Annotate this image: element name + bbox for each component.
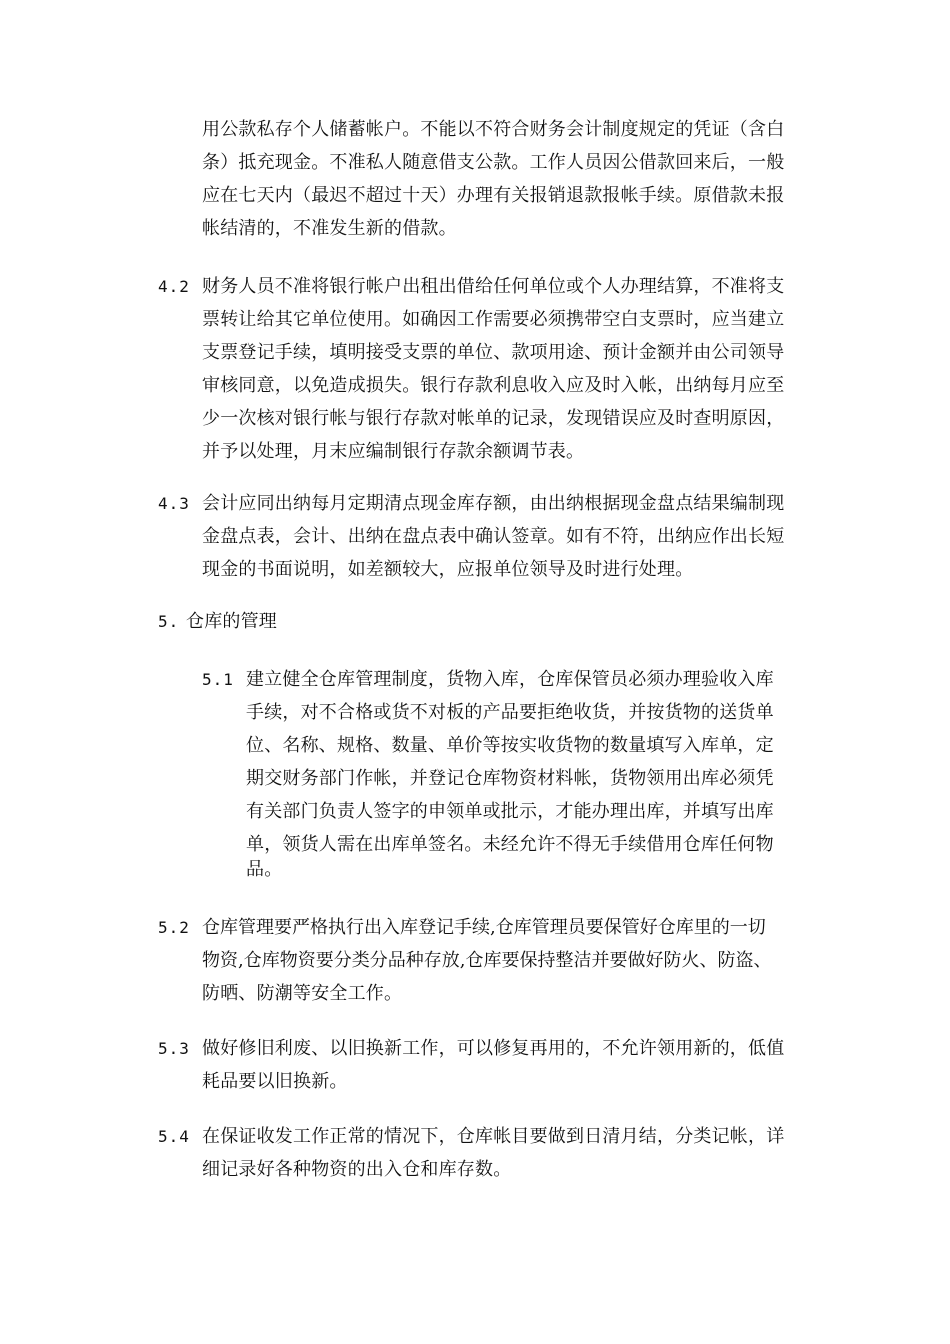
- paragraph-line: 并予以处理，月末应编制银行存款余额调节表。: [202, 441, 585, 462]
- paragraph-line: 会计应同出纳每月定期清点现金库存额，由出纳根据现金盘点结果编制现: [202, 493, 785, 514]
- paragraph-line: 物资,仓库物资要分类分品种存放,仓库要保持整洁并要做好防火、防盗、: [202, 950, 772, 971]
- section-heading: 仓库的管理: [186, 611, 277, 632]
- paragraph-line: 建立健全仓库管理制度，货物入库，仓库保管员必须办理验收入库: [246, 669, 774, 690]
- paragraph-line: 在保证收发工作正常的情况下，仓库帐目要做到日清月结，分类记帐，详: [202, 1126, 785, 1147]
- section-number: 5.2: [158, 918, 190, 937]
- section-number: 5.1: [202, 670, 234, 689]
- paragraph-line: 财务人员不准将银行帐户出租出借给任何单位或个人办理结算，不准将支: [202, 276, 785, 297]
- paragraph-line: 应在七天内（最迟不超过十天）办理有关报销退款报帐手续。原借款未报: [202, 185, 785, 206]
- paragraph-line: 票转让给其它单位使用。如确因工作需要必须携带空白支票时，应当建立: [202, 309, 785, 330]
- section-number: 5.3: [158, 1039, 190, 1058]
- paragraph-line: 支票登记手续，填明接受支票的单位、款项用途、预计金额并由公司领导: [202, 342, 785, 363]
- paragraph-line: 做好修旧利废、以旧换新工作，可以修复再用的，不允许领用新的，低值: [202, 1038, 785, 1059]
- paragraph-line: 少一次核对银行帐与银行存款对帐单的记录，发现错误应及时查明原因，: [202, 408, 785, 429]
- paragraph-line: 品。: [246, 859, 283, 880]
- section-number: 4.3: [158, 494, 190, 513]
- section-number: 4.2: [158, 277, 190, 296]
- paragraph-line: 防晒、防潮等安全工作。: [202, 983, 403, 1004]
- paragraph-line: 期交财务部门作帐，并登记仓库物资材料帐，货物领用出库必须凭: [246, 768, 774, 789]
- paragraph-line: 现金的书面说明，如差额较大，应报单位领导及时进行处理。: [202, 559, 694, 580]
- paragraph-line: 位、名称、规格、数量、单价等按实收货物的数量填写入库单，定: [246, 735, 774, 756]
- paragraph-line: 用公款私存个人储蓄帐户。不能以不符合财务会计制度规定的凭证（含白: [202, 119, 785, 140]
- paragraph-line: 有关部门负责人签字的申领单或批示，才能办理出库，并填写出库: [246, 801, 774, 822]
- paragraph-line: 细记录好各种物资的出入仓和库存数。: [202, 1159, 512, 1180]
- paragraph-line: 仓库管理要严格执行出入库登记手续,仓库管理员要保管好仓库里的一切: [202, 917, 766, 938]
- paragraph-line: 条）抵充现金。不准私人随意借支公款。工作人员因公借款回来后，一般: [202, 152, 785, 173]
- section-number: 5.: [158, 612, 180, 631]
- paragraph-line: 手续，对不合格或货不对板的产品要拒绝收货，并按货物的送货单: [246, 702, 774, 723]
- section-number: 5.4: [158, 1127, 190, 1146]
- paragraph-line: 金盘点表，会计、出纳在盘点表中确认签章。如有不符，出纳应作出长短: [202, 526, 785, 547]
- paragraph-line: 单，领货人需在出库单签名。未经允许不得无手续借用仓库任何物: [246, 834, 774, 855]
- paragraph-line: 耗品要以旧换新。: [202, 1071, 348, 1092]
- paragraph-line: 审核同意，以免造成损失。银行存款利息收入应及时入帐，出纳每月应至: [202, 375, 785, 396]
- paragraph-line: 帐结清的，不准发生新的借款。: [202, 218, 457, 239]
